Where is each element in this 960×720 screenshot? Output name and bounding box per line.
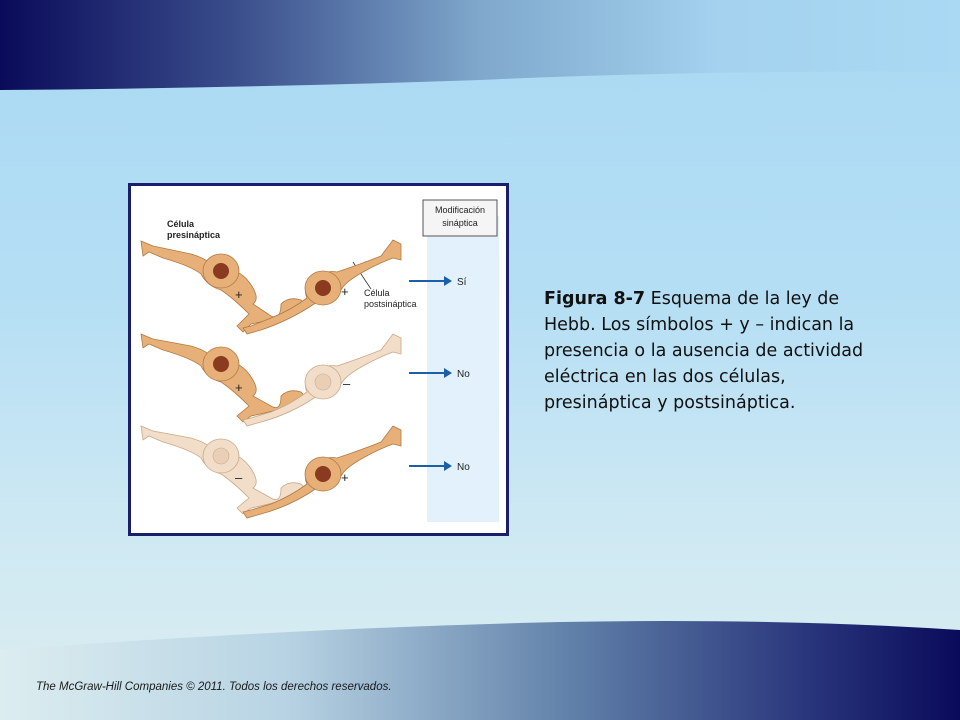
row-2-post-sign: – xyxy=(343,376,351,391)
row-1-post-nucleus xyxy=(315,280,331,296)
row-3-post-sign: + xyxy=(341,470,349,485)
hebb-diagram xyxy=(131,186,506,533)
row-2-result: No xyxy=(457,369,470,380)
row-3-pre-sign: – xyxy=(235,470,243,485)
top-decorative-band xyxy=(0,0,960,100)
presynaptic-label-1: Célula xyxy=(167,219,195,229)
presynaptic-label-2: presináptica xyxy=(167,230,221,240)
figure-caption xyxy=(544,286,874,416)
row-3-cells xyxy=(141,426,470,518)
row-2-pre-nucleus xyxy=(213,356,229,372)
caption-text: Esquema de la ley de Hebb. Los símbolos + y – indican la presencia o la ausencia de actividad eléctrica en las dos células, presináptica y postsináptica. xyxy=(544,289,864,413)
hebb-figure xyxy=(128,183,509,536)
row-2-cells xyxy=(141,334,470,426)
row-1-cells xyxy=(141,240,467,334)
postsynaptic-label-2: postsináptica xyxy=(364,299,417,309)
postsynaptic-label-1: Célula xyxy=(364,288,390,298)
row-1-pre-nucleus xyxy=(213,263,229,279)
row-3-result: No xyxy=(457,462,470,473)
copyright-footer: The McGraw-Hill Companies © 2011. Todos los derechos reservados. xyxy=(36,681,392,693)
header-line-1: Modificación xyxy=(434,205,486,215)
row-1-result: Sí xyxy=(457,277,467,288)
row-2-pre-sign: + xyxy=(235,380,243,395)
row-3-post-nucleus xyxy=(315,466,331,482)
row-2-post-nucleus xyxy=(315,374,331,390)
row-3-pre-nucleus xyxy=(213,448,229,464)
bottom-decorative-band xyxy=(0,620,960,720)
row-1-pre-sign: + xyxy=(235,287,243,302)
caption-label: Figura 8-7 xyxy=(544,289,646,309)
row-1-post-sign: + xyxy=(341,284,349,299)
header-line-2: sináptica xyxy=(442,218,478,228)
